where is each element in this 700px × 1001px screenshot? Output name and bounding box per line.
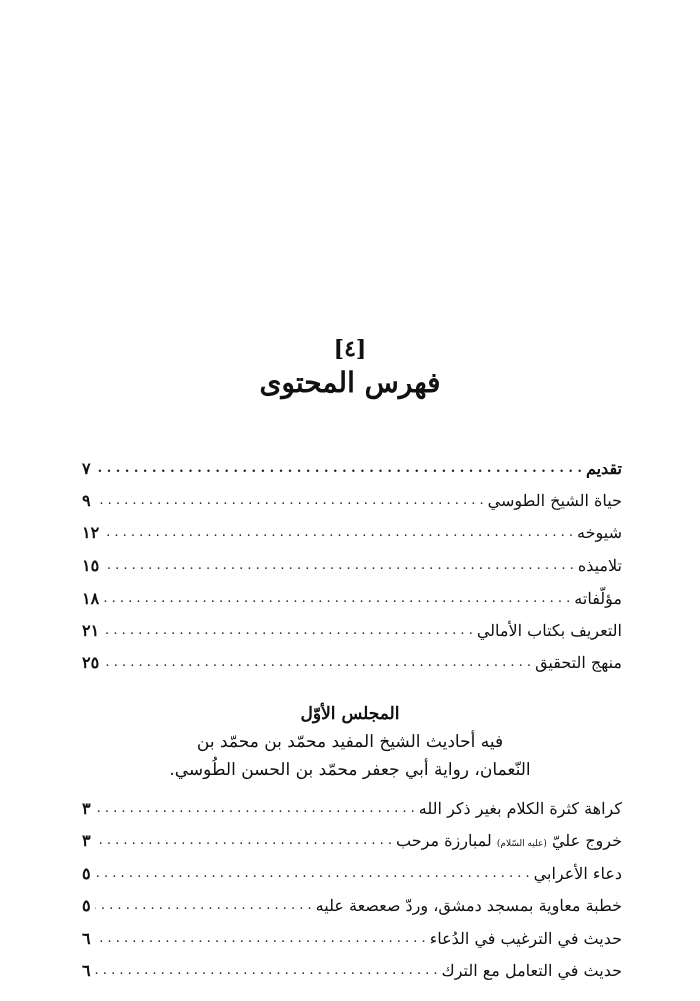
entry-page: ٦ — [82, 961, 91, 980]
entry-label: كراهة كثرة الكلام بغير ذكر الله — [418, 799, 622, 818]
entry-label-start: خروج عليّ — [551, 831, 622, 850]
toc-entry[interactable] — [82, 547, 622, 575]
entry-page: ٥ — [82, 864, 91, 883]
entry-label: التعريف بكتاب الأمالي — [476, 621, 622, 640]
toc-entry[interactable] — [82, 790, 622, 818]
dot-leader — [103, 655, 531, 672]
page-title: فهرس المحتوى — [259, 366, 441, 399]
dot-leader — [95, 461, 582, 478]
entry-page: ٢٥ — [82, 653, 100, 672]
entry-label-end: لمبارزة مرحب — [396, 831, 492, 850]
page-number: [٤] — [333, 336, 367, 362]
dot-leader — [103, 525, 573, 542]
entry-label: خطبة معاوية بمسجد دمشق، وردّ صعصعة عليه — [315, 896, 622, 915]
toc-entry[interactable] — [82, 855, 622, 883]
dot-leader — [95, 833, 392, 850]
entry-label: حديث في التعامل مع الترك — [441, 961, 622, 980]
toc-entry[interactable] — [82, 580, 622, 608]
entry-label: تقديم — [585, 459, 622, 478]
dot-leader — [95, 931, 426, 948]
section-subtitle-line: فيه أحاديث الشيخ المفيد محمّد بن محمّد بن — [196, 732, 504, 752]
entry-page: ٧ — [82, 459, 91, 478]
entry-page: ٦ — [82, 929, 91, 948]
entry-page: ٢١ — [82, 621, 100, 640]
toc-entry[interactable] — [82, 482, 622, 510]
entry-label: دعاء الأعرابي — [533, 864, 622, 883]
toc-entry[interactable] — [82, 514, 622, 542]
dot-leader — [95, 866, 530, 883]
dot-leader — [103, 558, 574, 575]
entry-page: ١٢ — [82, 523, 100, 542]
entry-page: ٩ — [82, 491, 91, 510]
entry-label: مؤلّفاته — [574, 589, 622, 608]
toc-entry[interactable] — [82, 887, 622, 915]
honorific: (عليه السّلام) — [496, 839, 547, 849]
entry-label — [392, 831, 622, 850]
entry-page: ٥ — [82, 896, 91, 915]
dot-leader — [103, 623, 473, 640]
section-heading: المجلس الأوّل — [300, 704, 400, 724]
toc-entry[interactable] — [82, 920, 622, 948]
section-subtitle-line: النّعمان، رواية أبي جعفر محمّد بن الحسن الطُوسي. — [169, 760, 531, 780]
entry-page: ٣ — [82, 831, 91, 850]
dot-leader — [95, 801, 415, 818]
dot-leader — [103, 591, 570, 608]
entry-label: تلاميذه — [577, 556, 622, 575]
toc-entry[interactable] — [82, 612, 622, 640]
entry-label: حياة الشيخ الطوسي — [487, 491, 622, 510]
toc-entry[interactable] — [82, 450, 622, 478]
toc-entry[interactable] — [82, 952, 622, 980]
entry-label: شيوخه — [577, 523, 622, 542]
toc-entry[interactable] — [82, 822, 622, 850]
dot-leader — [95, 963, 438, 980]
toc-entry[interactable] — [82, 644, 622, 672]
dot-leader — [95, 493, 484, 510]
entry-page: ٣ — [82, 799, 91, 818]
entry-label: حديث في الترغيب في الدُعاء — [429, 929, 622, 948]
entry-page: ١٥ — [82, 556, 100, 575]
dot-leader — [95, 898, 312, 915]
entry-label: منهج التحقيق — [535, 653, 622, 672]
entry-page: ١٨ — [82, 589, 100, 608]
